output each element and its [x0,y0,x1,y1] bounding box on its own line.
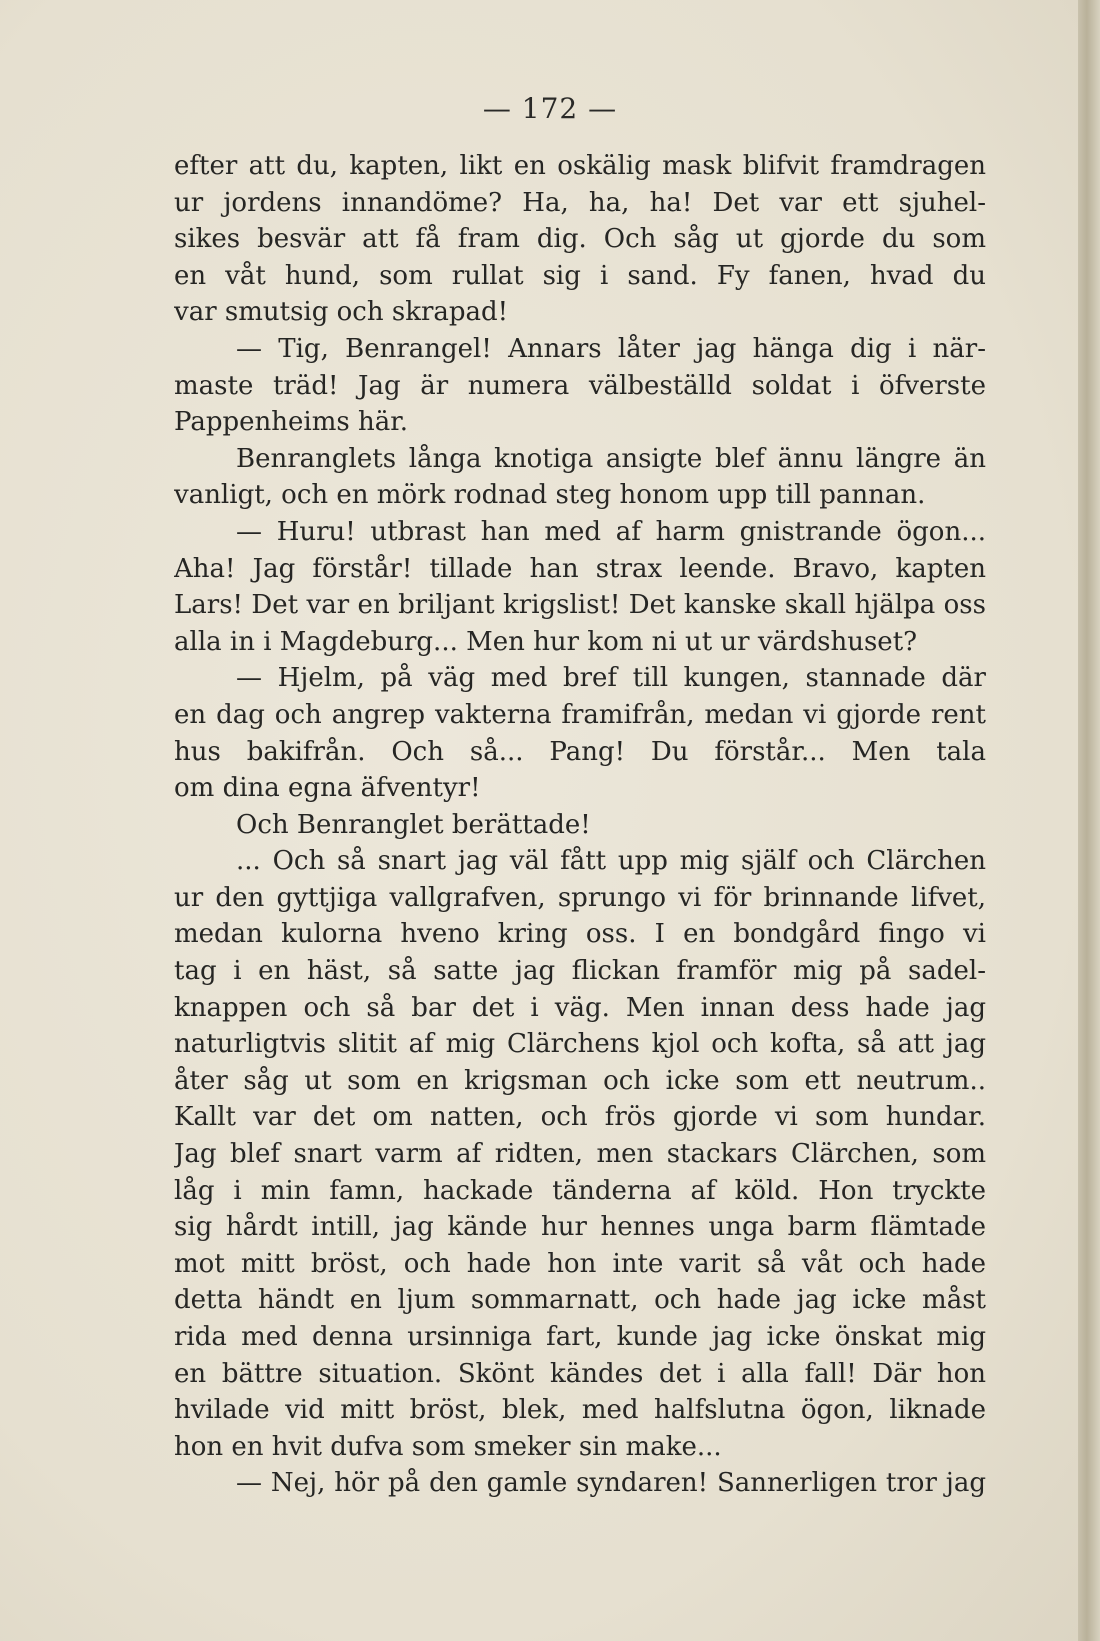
text-line: mot mitt bröst, och hade hon inte varit så våt och hade [174,1248,986,1279]
text-line: hus bakifrån. Och så... Pang! Du förstår... Men tala [174,736,986,767]
text-line: — Nej, hör på den gamle syndaren! Sannerligen tror jag [236,1468,986,1499]
page-number: — 172 — [482,92,618,125]
text-line: vanligt, och en mörk rodnad steg honom upp till pannan. [174,480,926,511]
text-line: Kallt var det om natten, och frös gjorde vi som hundar. [174,1102,986,1133]
text-line: ur den gyttjiga vallgrafven, sprungo vi för brinnande lifvet, [174,882,986,913]
text-line: åter såg ut som en krigsman och icke som ett neutrum.. [174,1065,986,1096]
text-line: naturligtvis slitit af mig Clärchens kjol och kofta, så att jag [174,1029,986,1060]
text-line: — Huru! utbrast han med af harm gnistrande ögon... [236,516,986,547]
body-text [174,148,986,1502]
text-line: var smutsig och skrapad! [174,297,509,328]
text-line: Benranglets långa knotiga ansigte blef ännu längre än [236,443,986,474]
text-line: knappen och så bar det i väg. Men innan dess hade jag [174,992,986,1023]
text-line: Pappenheims här. [174,407,409,438]
book-spine-edge [1078,0,1100,1641]
text-line: Lars! Det var en briljant krigslist! Det kanske skall hjälpa oss [174,590,986,621]
text-line: Och Benranglet berättade! [236,809,591,840]
text-line: ... Och så snart jag väl fått upp mig själf och Clärchen [236,846,986,877]
text-line: hvilade vid mitt bröst, blek, med halfslutna ögon, liknade [174,1395,986,1426]
text-line: Aha! Jag förstår! tillade han strax leende. Bravo, kapten [174,553,986,584]
text-line: maste träd! Jag är numera välbeställd soldat i öfverste [174,370,986,401]
text-line: låg i min famn, hackade tänderna af köld. Hon tryckte [174,1175,986,1206]
text-line: alla in i Magdeburg... Men hur kom ni ut ur värdshuset? [174,626,918,657]
text-line: detta händt en ljum sommarnatt, och hade jag icke måst [174,1285,986,1316]
text-line: en dag och angrep vakterna framifrån, medan vi gjorde rent [174,699,986,730]
text-line: medan kulorna hveno kring oss. I en bondgård fingo vi [174,919,986,950]
text-line: en våt hund, som rullat sig i sand. Fy fanen, hvad du [174,260,986,291]
text-line: rida med denna ursinniga fart, kunde jag icke önskat mig [174,1322,986,1352]
text-line: efter att du, kapten, likt en oskälig mask blifvit framdragen [174,151,986,181]
text-line: om dina egna äfventyr! [174,773,481,804]
text-line: — Hjelm, på väg med bref till kungen, stannade där [236,663,986,694]
text-line: sikes besvär att få fram dig. Och såg ut gjorde du som [174,224,986,255]
text-line: tag i en häst, så satte jag flickan framför mig på sadel- [174,956,986,987]
text-line: ur jordens innandöme? Ha, ha, ha! Det var ett sjuhel- [174,187,986,218]
text-line: — Tig, Benrangel! Annars låter jag hänga dig i när- [236,333,986,364]
text-line: Jag blef snart varm af ridten, men stackars Clärchen, som [174,1139,986,1170]
text-line: en bättre situation. Skönt kändes det i alla fall! Där hon [174,1358,986,1389]
text-line: hon en hvit dufva som smeker sin make... [174,1431,722,1462]
text-line: sig hårdt intill, jag kände hur hennes unga barm flämtade [174,1212,986,1243]
